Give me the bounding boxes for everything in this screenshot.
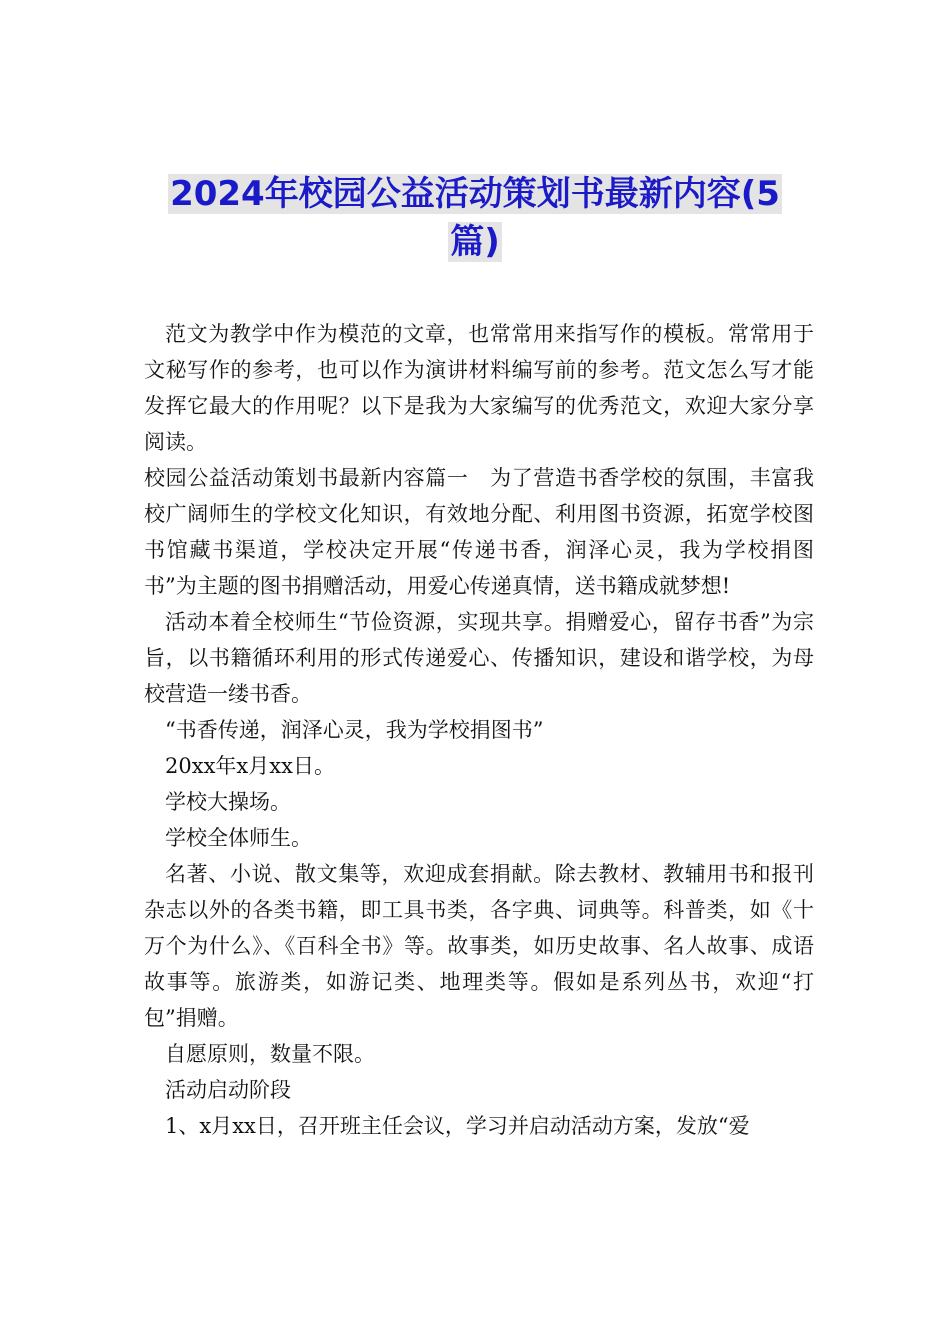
paragraph-book-types: 名著、小说、散文集等，欢迎成套捐献。除去教材、教辅用书和报刊杂志以外的各类书籍，即工具书类，各字典、词典等。科普类，如《十万个为什么》、《百科全书》等。故事类，如历史故事、名人故事、成语故事等。旅游类，如游记类、地理类等。假如是系列丛书，欢迎“打包”捐赠。 [144, 862, 814, 1030]
paragraph-date: 20xx年x月xx日。 [165, 754, 335, 778]
title-line-2: 篇) [450, 222, 500, 262]
paragraph-section-1: 校园公益活动策划书最新内容篇一 为了营造书香学校的氛围，丰富我校广阔师生的学校文化知识，有效地分配、利用图书资源，拓宽学校图书馆藏书渠道，学校决定开展“传递书香，润泽心灵，我为学校捐图书”为主题的图书捐赠活动，用爱心传递真情，送书籍成就梦想! [144, 466, 814, 598]
title-line-1: 2024年校园公益活动策划书最新内容(5 [170, 174, 780, 214]
paragraph-step-1: 1、x月xx日，召开班主任会议，学习并启动活动方案，发放“爱 [165, 1114, 750, 1138]
paragraph-stage-heading: 活动启动阶段 [165, 1078, 291, 1102]
paragraph-theme: “书香传递，润泽心灵，我为学校捐图书” [165, 718, 544, 742]
paragraph-principle: 自愿原则，数量不限。 [165, 1042, 375, 1066]
document-title [140, 170, 810, 266]
paragraph-purpose: 活动本着全校师生“节俭资源，实现共享。捐赠爱心，留存书香”为宗旨，以书籍循环利用的形式传递爱心、传播知识，建设和谐学校，为母校营造一缕书香。 [144, 610, 814, 706]
document-body [144, 316, 814, 1144]
paragraph-intro: 范文为教学中作为模范的文章，也常常用来指写作的模板。常常用于文秘写作的参考，也可以作为演讲材料编写前的参考。范文怎么写才能发挥它最大的作用呢？以下是我为大家编写的优秀范文，欢迎大家分享阅读。 [144, 322, 814, 454]
paragraph-participants: 学校全体师生。 [165, 826, 312, 850]
paragraph-location: 学校大操场。 [165, 790, 291, 814]
